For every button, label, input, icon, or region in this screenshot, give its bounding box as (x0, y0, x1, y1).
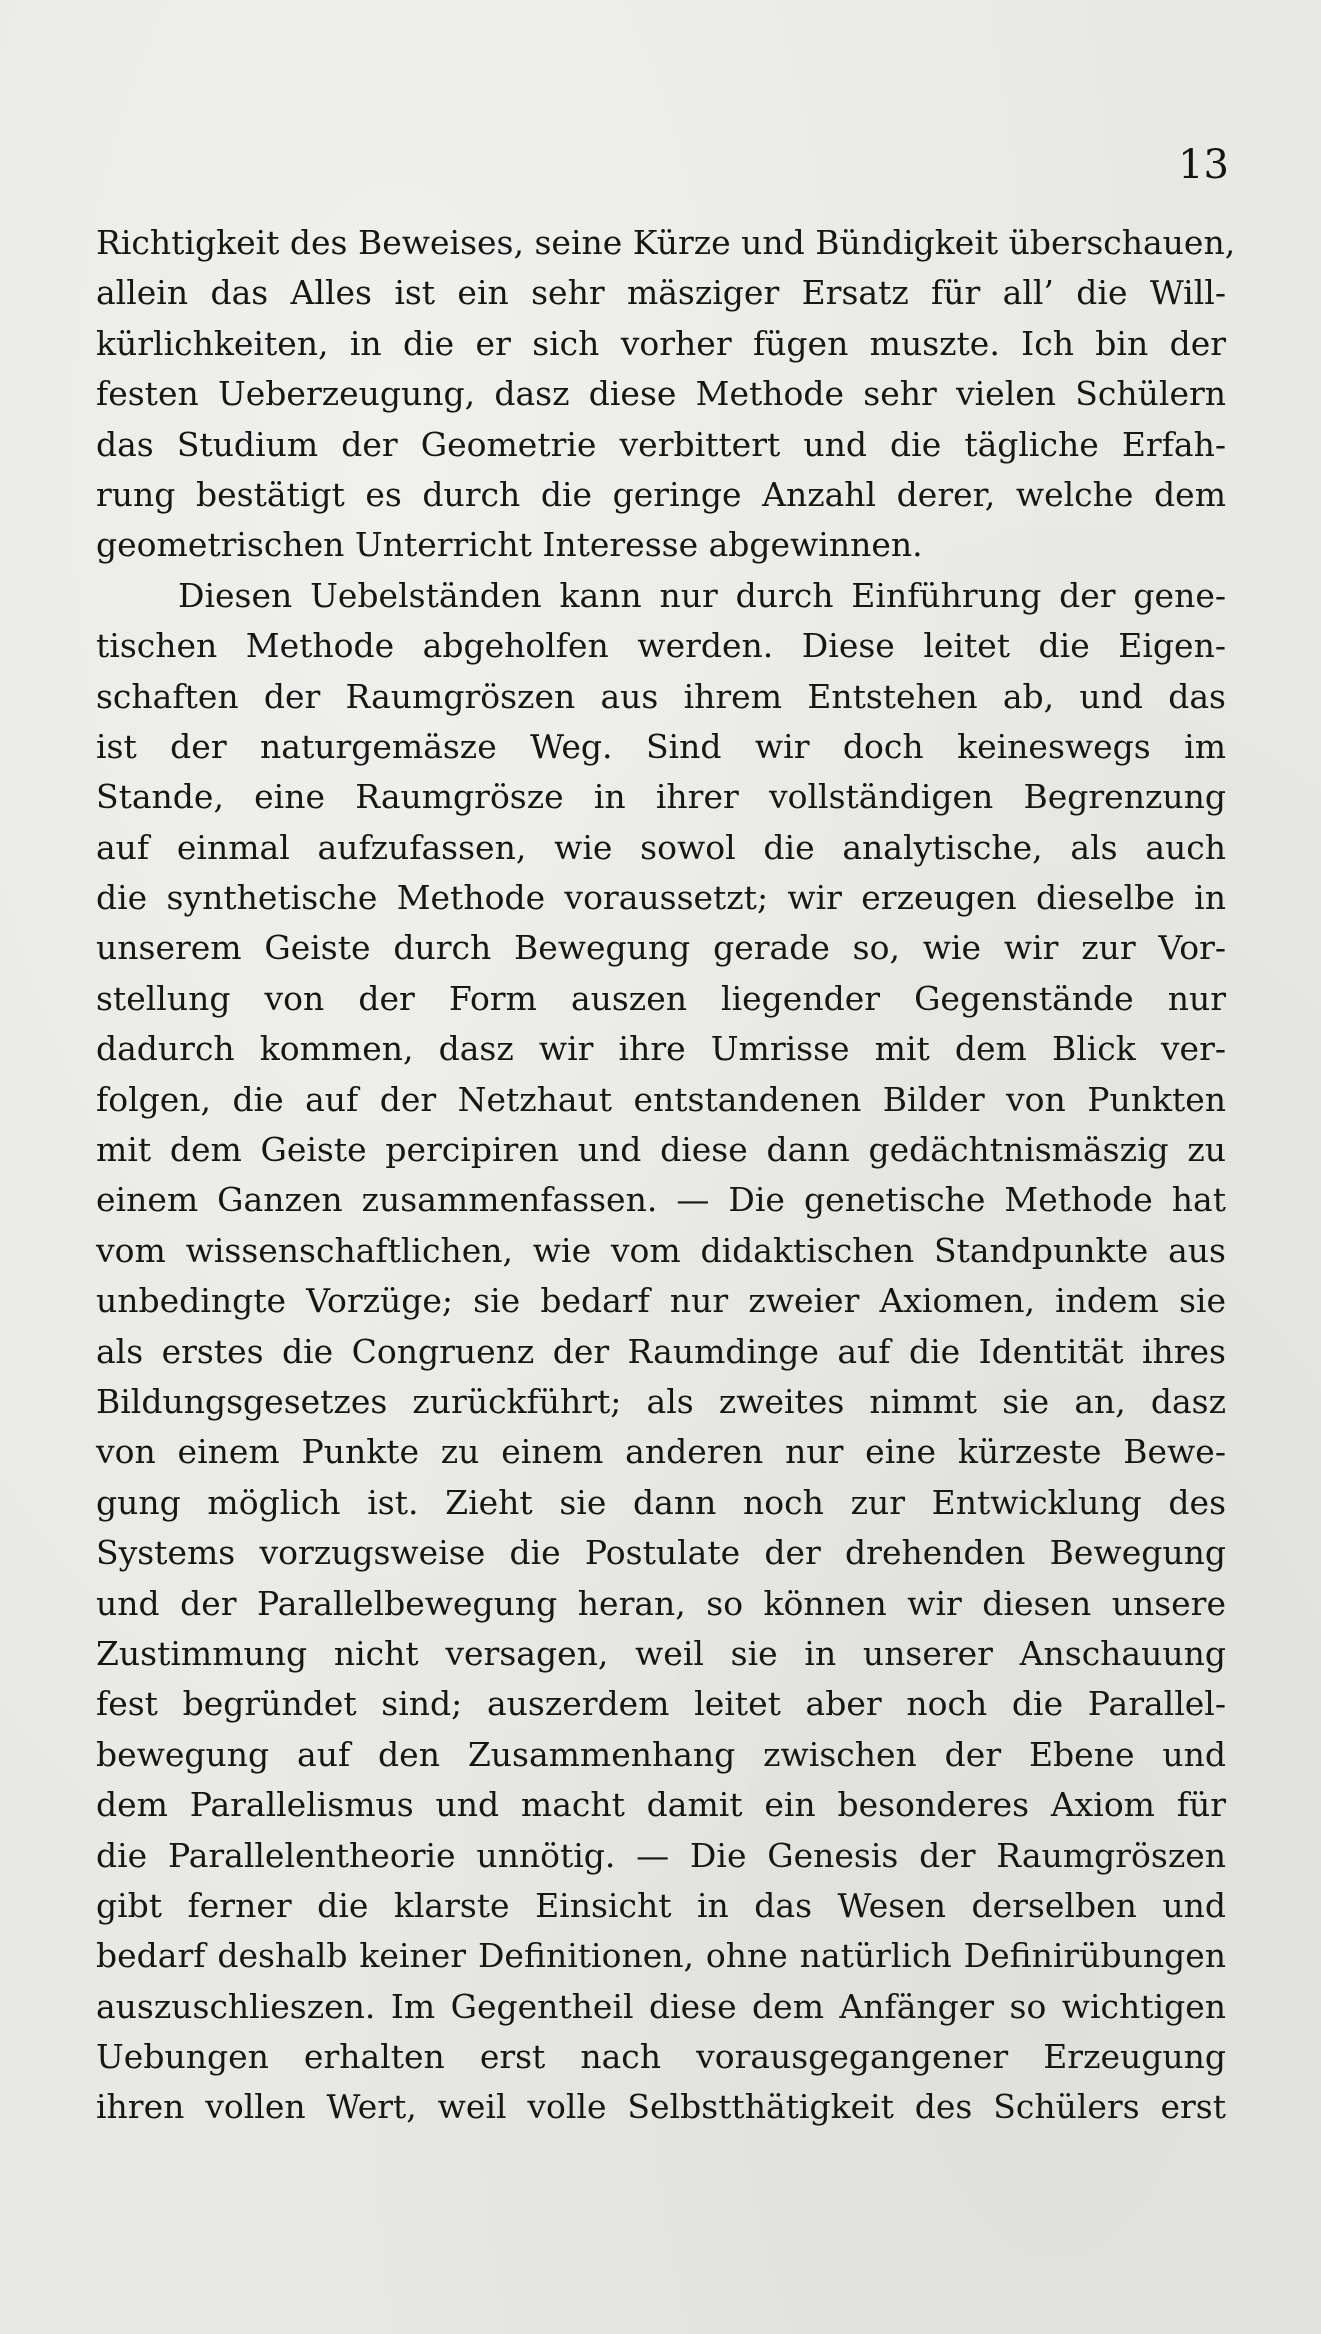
text-line: bewegung auf den Zusammenhang zwischen der Ebene und (96, 1734, 1226, 1774)
text-line: und der Parallelbewegung heran, so können wir diesen unsere (96, 1583, 1226, 1623)
text-line: auf einmal aufzufassen, wie sowol die analytische, als auch (96, 827, 1226, 867)
text-line: stellung von der Form auszen liegender Gegenstände nur (96, 978, 1226, 1018)
text-line: fest begründet sind; auszerdem leitet aber noch die Parallel- (96, 1684, 1226, 1724)
text-line: dadurch kommen, dasz wir ihre Umrisse mit dem Blick ver- (96, 1029, 1226, 1069)
text-line: ist der naturgemäsze Weg. Sind wir doch keineswegs im (96, 726, 1226, 766)
text-line: bedarf deshalb keiner Definitionen, ohne natürlich Definirübungen (96, 1936, 1226, 1976)
text-line: unbedingte Vorzüge; sie bedarf nur zweier Axiomen, indem sie (96, 1281, 1226, 1321)
text-line: rung bestätigt es durch die geringe Anzahl derer, welche dem (96, 474, 1226, 514)
text-line: gung möglich ist. Zieht sie dann noch zur Entwicklung des (96, 1482, 1226, 1522)
paragraph-start-line: Diesen Uebelständen kann nur durch Einführung der gene- (178, 575, 1226, 615)
text-line: tischen Methode abgeholfen werden. Diese leitet die Eigen- (96, 626, 1226, 666)
page-number: 13 (1178, 142, 1229, 188)
text-line: schaften der Raumgröszen aus ihrem Entstehen ab, und das (96, 676, 1226, 716)
text-line: als erstes die Congruenz der Raumdinge auf die Identität ihres (96, 1331, 1226, 1371)
text-line: von einem Punkte zu einem anderen nur eine kürzeste Bewe- (96, 1432, 1226, 1472)
text-line: vom wissenschaftlichen, wie vom didaktischen Standpunkte aus (96, 1230, 1226, 1270)
text-line: auszuschlieszen. Im Gegentheil diese dem Anfänger so wichtigen (96, 1986, 1226, 2026)
text-line: einem Ganzen zusammenfassen. — Die genetische Methode hat (96, 1180, 1226, 1220)
text-line: die Parallelentheorie unnötig. — Die Genesis der Raumgröszen (96, 1835, 1226, 1875)
text-line: geometrischen Unterricht Interesse abgewinnen. (96, 525, 923, 565)
body-text (96, 218, 1236, 2133)
text-line: Uebungen erhalten erst nach vorausgegangener Erzeugung (96, 2037, 1226, 2077)
text-line: unserem Geiste durch Bewegung gerade so, wie wir zur Vor- (96, 928, 1226, 968)
text-line: Zustimmung nicht versagen, weil sie in unserer Anschauung (96, 1633, 1226, 1673)
text-line: die synthetische Methode voraussetzt; wir erzeugen dieselbe in (96, 878, 1226, 918)
text-line: dem Parallelismus und macht damit ein besonderes Axiom für (96, 1785, 1226, 1825)
text-line: Stande, eine Raumgrösze in ihrer vollständigen Begrenzung (96, 777, 1226, 817)
text-line: mit dem Geiste percipiren und diese dann gedächtnismäszig zu (96, 1130, 1226, 1170)
text-line: Richtigkeit des Beweises, seine Kürze und Bündigkeit überschauen, (96, 223, 1236, 262)
text-line: ihren vollen Wert, weil volle Selbstthätigkeit des Schülers erst (96, 2087, 1226, 2127)
text-line: das Studium der Geometrie verbittert und die tägliche Erfah- (96, 424, 1226, 464)
text-line: kürlichkeiten, in die er sich vorher fügen muszte. Ich bin der (96, 323, 1226, 363)
text-line: festen Ueberzeugung, dasz diese Methode sehr vielen Schülern (96, 374, 1226, 414)
text-line: Systems vorzugsweise die Postulate der drehenden Bewegung (96, 1533, 1226, 1573)
text-line: gibt ferner die klarste Einsicht in das Wesen derselben und (96, 1885, 1226, 1925)
text-line: allein das Alles ist ein sehr mäsziger Ersatz für all’ die Will- (96, 273, 1226, 313)
text-line: Bildungsgesetzes zurückführt; als zweites nimmt sie an, dasz (96, 1381, 1226, 1421)
text-line: folgen, die auf der Netzhaut entstandenen Bilder von Punkten (96, 1079, 1226, 1119)
